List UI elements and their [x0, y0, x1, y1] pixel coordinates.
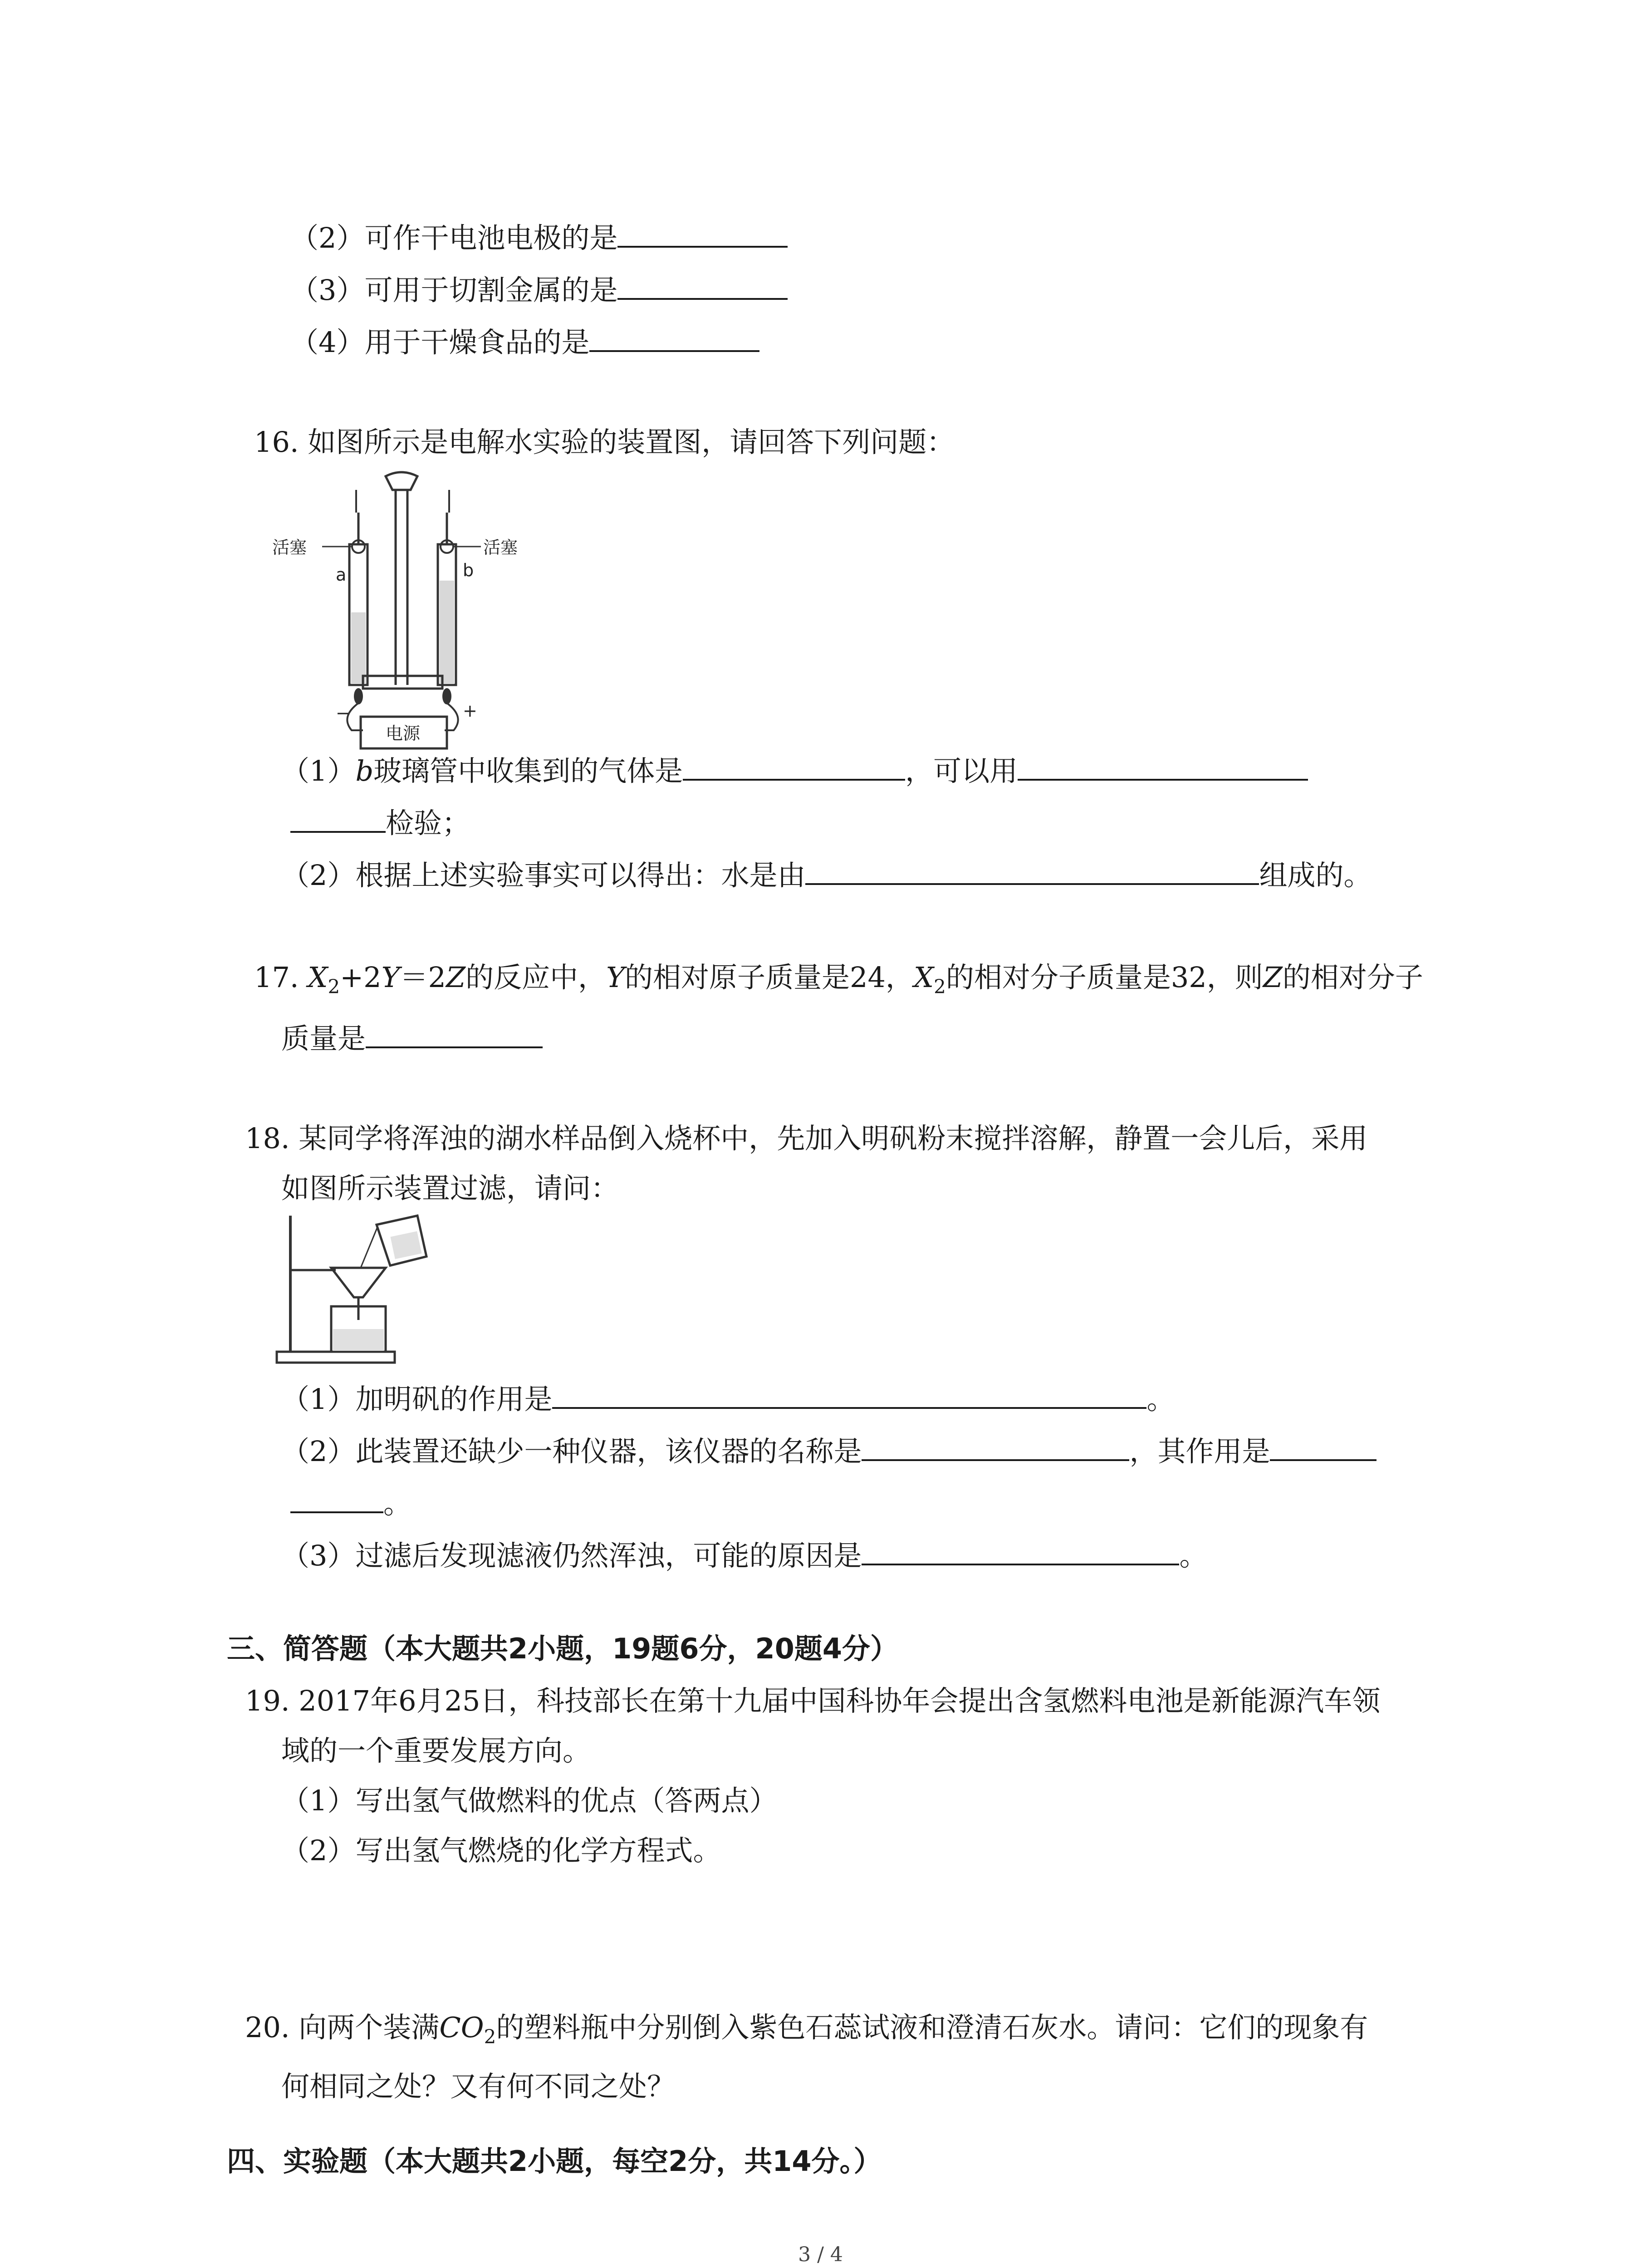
- q18-sub-1: （1）加明矾的作用是 。: [281, 1379, 1175, 1418]
- q19-sub-1: （1）写出氢气做燃料的优点（答两点）: [281, 1784, 778, 1817]
- q20-line-1: 20. 向两个装满$CO_2$的塑料瓶中分别倒入紫色石蕊试液和澄清石灰水。请问：它们的现象有: [245, 2011, 1368, 2048]
- answer-blank[interactable]: [366, 1018, 543, 1048]
- q17-line-2: 质量是: [281, 1018, 543, 1057]
- q15-item-3: （3）可用于切割金属的是: [290, 270, 788, 308]
- q18-sub-3: （3）过滤后发现滤液仍然浑浊，可能的原因是 。: [281, 1535, 1207, 1574]
- answer-blank[interactable]: [1018, 751, 1308, 781]
- answer-blank[interactable]: [683, 751, 905, 781]
- electrolysis-apparatus-figure: [272, 463, 526, 753]
- answer-blank[interactable]: [617, 270, 788, 300]
- power-source-label: 电源: [386, 723, 421, 743]
- q18-line-1: 18. 某同学将浑浊的湖水样品倒入烧杯中，先加入明矾粉末搅拌溶解，静置一会儿后，采用: [245, 1122, 1368, 1155]
- answer-blank[interactable]: [552, 1379, 1146, 1409]
- answer-blank[interactable]: [617, 218, 788, 248]
- tube-a-label: a: [336, 565, 347, 585]
- section-3-heading: 三、简答题（本大题共2小题，19题6分，20题4分）: [227, 1632, 898, 1665]
- q20-line-2: 何相同之处？又有何不同之处？: [281, 2070, 676, 2103]
- q15-item-4: （4）用于干燥食品的是: [290, 322, 759, 361]
- section-4-heading: 四、实验题（本大题共2小题，每空2分，共14分。）: [227, 2145, 882, 2178]
- q15-item-2: （2）可作干电池电极的是: [290, 218, 788, 256]
- filtration-apparatus-figure: [272, 1207, 463, 1370]
- q16-stem: 16. 如图所示是电解水实验的装置图，请回答下列问题：: [254, 425, 955, 459]
- negative-label: −: [336, 703, 350, 723]
- left-valve-label: 活塞: [272, 538, 307, 557]
- q16-sub-1: （1）b玻璃管中收集到的气体是 ，可以用: [281, 751, 1308, 789]
- answer-blank[interactable]: [290, 803, 386, 833]
- q16-sub-1-cont: 检验；: [290, 803, 470, 841]
- q19-line-1: 19. 2017年6月25日，科技部长在第十九届中国科协年会提出含氢燃料电池是新能源汽车领: [245, 1684, 1381, 1717]
- q18-sub-2-cont: 。: [290, 1483, 411, 1522]
- q19-line-2: 域的一个重要发展方向。: [281, 1734, 591, 1767]
- page-number: 3 / 4: [798, 2243, 843, 2266]
- answer-blank[interactable]: [862, 1535, 1179, 1565]
- q17-line-1: 17. $X_2+2Y=2Z$的反应中，Y的相对原子质量是24，$X_2$的相对分子质量是32，则Z的相对分子: [254, 961, 1423, 998]
- q16-sub-2: （2）根据上述实验事实可以得出：水是由 组成的。: [281, 855, 1372, 894]
- q18-line-2: 如图所示装置过滤，请问：: [281, 1172, 619, 1205]
- positive-label: +: [463, 701, 477, 721]
- answer-blank[interactable]: [589, 322, 759, 352]
- q18-sub-2: （2）此装置还缺少一种仪器，该仪器的名称是 ，其作用是: [281, 1431, 1376, 1470]
- right-valve-label: 活塞: [483, 538, 518, 557]
- answer-blank[interactable]: [862, 1431, 1129, 1461]
- answer-blank[interactable]: [805, 855, 1259, 885]
- answer-blank[interactable]: [1270, 1431, 1376, 1461]
- answer-blank[interactable]: [290, 1483, 383, 1513]
- q19-sub-2: （2）写出氢气燃烧的化学方程式。: [281, 1834, 721, 1867]
- tube-b-label: b: [463, 560, 474, 580]
